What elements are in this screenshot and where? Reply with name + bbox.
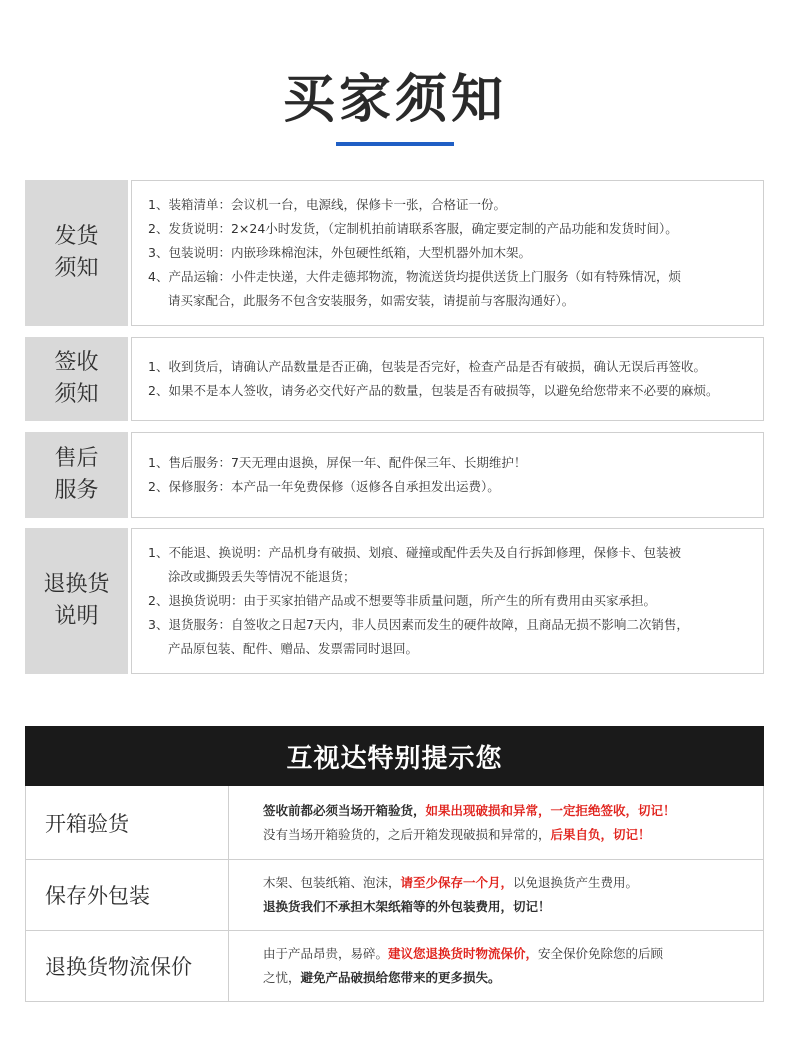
- tips-text: 之忧，: [263, 970, 301, 985]
- page-title: 买家须知: [282, 70, 507, 130]
- tips-line: [263, 871, 763, 895]
- tips-row-packaging: [26, 859, 763, 930]
- notice-label-line2: 服务: [54, 478, 99, 503]
- tips-content: [229, 786, 763, 859]
- notice-content: [131, 528, 764, 674]
- tips-row-inspect: [26, 786, 763, 859]
- notice-label-line2: 须知: [54, 382, 99, 407]
- notice-line: 1、收到货后，请确认产品数量是否正确，包装是否完好，检查产品是否有破损，确认无误后再签收。: [148, 359, 706, 374]
- notice-shipping: [25, 180, 764, 326]
- tips-line: [263, 823, 763, 847]
- tips-line: [263, 799, 763, 823]
- notice-line: 1、不能退、换说明：产品机身有破损、划痕、碰撞或配件丢失及自行拆卸修理，保修卡、包装被: [148, 545, 681, 560]
- notice-label-line2: 说明: [54, 604, 99, 629]
- tips-content: [229, 931, 763, 1001]
- notice-content: [131, 337, 764, 421]
- notice-content: [131, 432, 764, 518]
- notice-line: 3、包装说明：内嵌珍珠棉泡沫，外包硬性纸箱，大型机器外加木架。: [148, 245, 531, 260]
- notice-returns: [25, 528, 764, 674]
- notice-label: [25, 337, 128, 421]
- notice-line: 1、装箱清单：会议机一台，电源线，保修卡一张，合格证一份。: [148, 197, 506, 212]
- tips-text: 签收前都必须当场开箱验货，: [263, 802, 426, 818]
- notice-line: 2、退换货说明：由于买家拍错产品或不想要等非质量问题，所产生的所有费用由买家承担。: [148, 593, 656, 608]
- notice-line: 请买家配合，此服务不包含安装服务，如需安装，请提前与客服沟通好）。: [168, 293, 575, 308]
- notice-label-line1: 退换货: [43, 572, 110, 597]
- tips-line: [263, 895, 763, 919]
- tips-label: 退换货物流保价: [26, 931, 229, 1001]
- tips-line: [263, 942, 763, 966]
- notice-label-line1: 售后: [54, 446, 99, 471]
- tips-emphasis: 建议您退换货时物流保价，: [388, 946, 539, 961]
- tips-table: [25, 786, 764, 1002]
- tips-text: 安全保价免除您的后顾: [538, 946, 664, 961]
- tips-emphasis: 如果出现破损和异常，一定拒绝签收，切记！: [425, 802, 676, 818]
- notice-label: [25, 180, 128, 326]
- tips-row-insurance: [26, 930, 763, 1001]
- tips-line: [263, 966, 763, 990]
- notice-line: 3、退货服务：自签收之日起7天内，非人员因素而发生的硬件故障，且商品无损不影响二次销售，: [148, 617, 689, 632]
- tips-text: 避免产品破损给您带来的更多损失。: [300, 970, 501, 985]
- notice-content: [131, 180, 764, 326]
- notice-line: 产品原包装、配件、赠品、发票需同时退回。: [168, 641, 419, 656]
- tips-text: 退换货我们不承担木架纸箱等的外包装费用，切记！: [263, 899, 551, 914]
- tips-content: [229, 860, 763, 930]
- tips-label: 开箱验货: [26, 786, 229, 859]
- notice-label-line1: 发货: [54, 224, 99, 249]
- notice-receiving: [25, 337, 764, 421]
- notice-label: [25, 528, 128, 674]
- notice-line: 涂改或撕毁丢失等情况不能退货；: [168, 569, 356, 584]
- notice-line: 1、售后服务：7天无理由退换，屏保一年、配件保三年、长期维护！: [148, 455, 527, 470]
- notice-label-line2: 须知: [54, 256, 99, 281]
- tips-text: 木架、包装纸箱、泡沫，: [263, 875, 401, 890]
- tips-emphasis: 请至少保存一个月，: [400, 875, 514, 890]
- notice-line: 2、如果不是本人签收，请务必交代好产品的数量，包装是否有破损等，以避免给您带来不必要的麻烦。: [148, 383, 719, 398]
- notice-label-line1: 签收: [54, 350, 99, 375]
- title-underline: [336, 142, 454, 146]
- tips-text: 没有当场开箱验货的，之后开箱发现破损和异常的，: [263, 826, 551, 842]
- notice-line: 2、保修服务：本产品一年免费保修（返修各自承担发出运费）。: [148, 479, 500, 494]
- tips-text: 由于产品昂贵，易碎。: [263, 946, 389, 961]
- tips-text: 以免退换货产生费用。: [513, 875, 639, 890]
- notice-after-sales: [25, 432, 764, 518]
- notice-line: 2、发货说明：2×24小时发货，（定制机拍前请联系客服，确定要定制的产品功能和发货时间）。: [148, 221, 678, 236]
- notice-label: [25, 432, 128, 518]
- tips-header: 互视达特别提示您: [25, 726, 764, 786]
- notice-line: 4、产品运输：小件走快递，大件走德邦物流，物流送货均提供送货上门服务（如有特殊情况，烦: [148, 269, 681, 284]
- tips-emphasis: 后果自负，切记！: [550, 826, 651, 842]
- tips-label: 保存外包装: [26, 860, 229, 930]
